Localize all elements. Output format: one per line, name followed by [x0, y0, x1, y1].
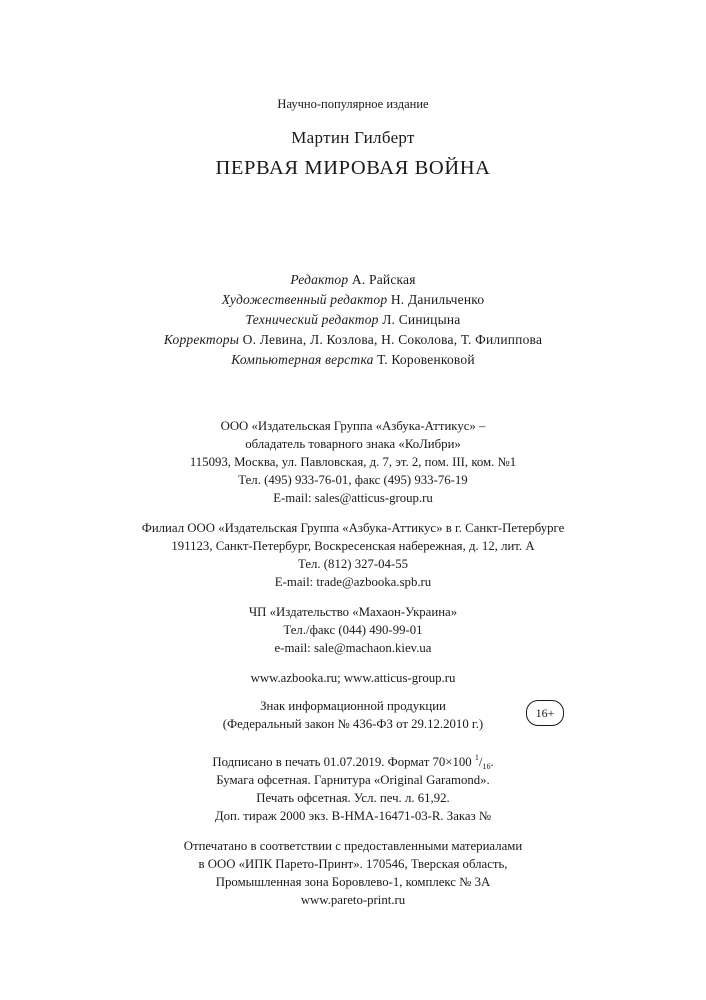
book-title: ПЕРВАЯ МИРОВАЯ ВОЙНА [215, 157, 491, 179]
printer-line: в ООО «ИПК Парето-Принт». 170546, Тверская область, [198, 857, 508, 871]
print-run-order: Доп. тираж 2000 экз. B-HMA-16471-03-R. Заказ № [214, 809, 492, 823]
publisher-main-email: E-mail: sales@atticus-group.ru [273, 491, 433, 505]
credit-person: Т. Коровенковой [377, 352, 475, 367]
publisher-ukraine-email: e-mail: sale@machaon.kiev.ua [274, 641, 432, 655]
credit-proofreaders [0, 332, 706, 348]
credit-art-editor [0, 292, 706, 308]
printer-address: Промышленная зона Боровлево-1, комплекс № 3А [215, 875, 491, 889]
credit-person: Л. Синицына [382, 312, 461, 327]
author-name: Мартин Гилберт [291, 128, 415, 147]
publisher-main-address: 115093, Москва, ул. Павловская, д. 7, эт. 2, пом. III, ком. №1 [189, 455, 517, 469]
print-signed-format: Подписано в печать 01.07.2019. Формат 70×100 $^1/_{16}$. [212, 753, 494, 771]
printer-line: Отпечатано в соответствии с предоставленными материалами [183, 839, 523, 853]
publisher-main-line: ООО «Издательская Группа «Азбука-Аттикус» – [220, 419, 486, 433]
info-sign-law: (Федеральный закон № 436-ФЗ от 29.12.2010 г.) [222, 717, 484, 731]
credit-role: Корректоры [163, 332, 240, 347]
credit-tech-editor [0, 312, 706, 328]
age-rating-badge: 16+ [526, 700, 564, 726]
publisher-main-line: обладатель товарного знака «КоЛибри» [245, 437, 461, 451]
printer-website: www.pareto-print.ru [300, 893, 406, 907]
credit-role: Компьютерная верстка [231, 352, 374, 367]
websites: www.azbooka.ru; www.atticus-group.ru [250, 671, 456, 685]
print-format-end: . [490, 755, 494, 769]
print-format-text: Подписано в печать 01.07.2019. Формат 70×100 [212, 755, 475, 769]
print-sheets: Печать офсетная. Усл. печ. л. 61,92. [256, 791, 450, 805]
publisher-ukraine-phone: Тел./факс (044) 490-99-01 [283, 623, 423, 637]
info-sign-title: Знак информационной продукции [260, 699, 446, 713]
credit-person: О. Левина, Л. Козлова, Н. Соколова, Т. Филиппова [242, 332, 543, 347]
publisher-branch-phone: Тел. (812) 327-04-55 [297, 557, 409, 571]
credit-person: А. Райская [351, 272, 416, 287]
credit-role: Редактор [290, 272, 349, 287]
credit-layout [0, 352, 706, 368]
credit-role: Технический редактор [245, 312, 379, 327]
print-paper-font: Бумага офсетная. Гарнитура «Original Garamond». [216, 773, 490, 787]
format-fraction-numerator: 1 [474, 753, 479, 762]
credit-role: Художественный редактор [221, 292, 388, 307]
credit-editor [0, 272, 706, 288]
publisher-branch-email: E-mail: trade@azbooka.spb.ru [274, 575, 432, 589]
credit-person: Н. Данильченко [390, 292, 485, 307]
publisher-branch-name: Филиал ООО «Издательская Группа «Азбука-Аттикус» в г. Санкт-Петербурге [141, 521, 565, 535]
publisher-branch-address: 191123, Санкт-Петербург, Воскресенская набережная, д. 12, лит. А [171, 539, 535, 553]
format-fraction-denominator: 16 [482, 762, 491, 771]
publisher-ukraine-name: ЧП «Издательство «Махаон-Украина» [248, 605, 458, 619]
genre-label: Научно-популярное издание [277, 97, 429, 111]
publisher-main-phone: Тел. (495) 933-76-01, факс (495) 933-76-19 [238, 473, 468, 487]
